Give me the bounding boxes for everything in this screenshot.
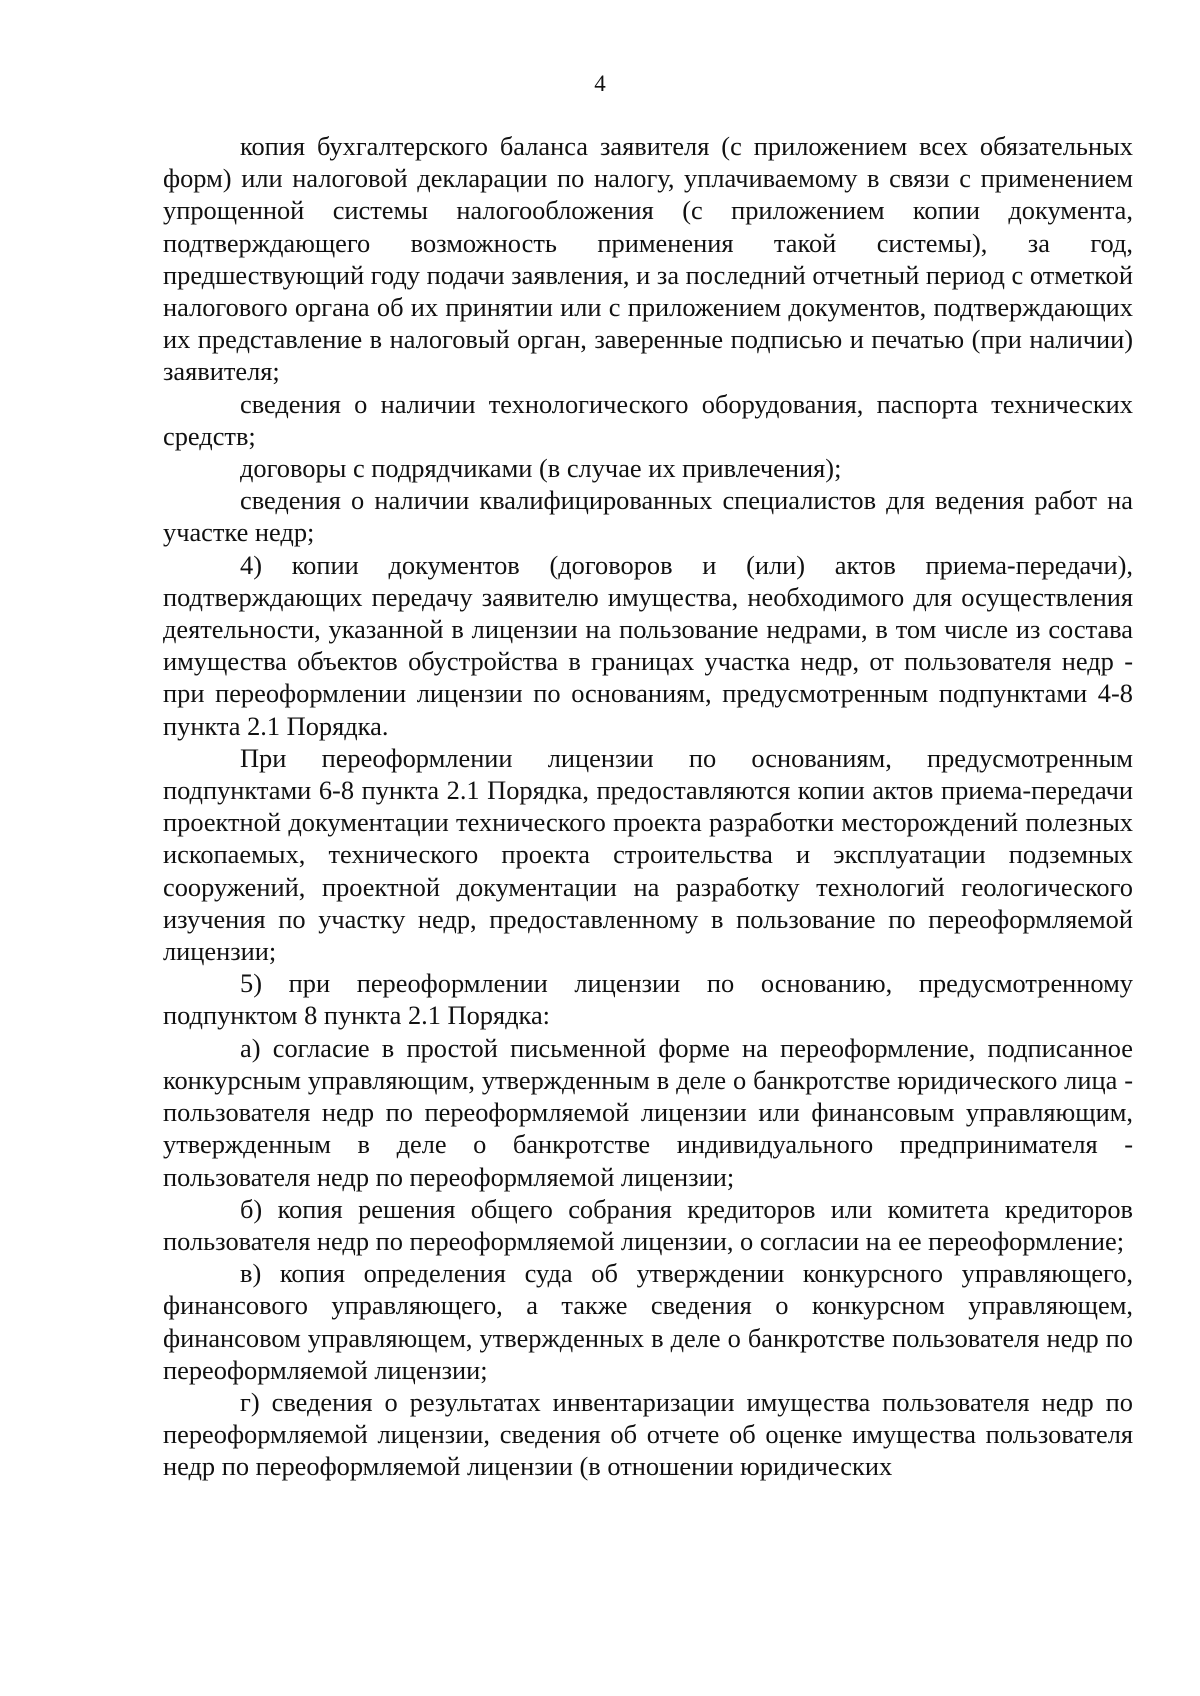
document-body: [163, 130, 1133, 1483]
paragraph-subitem-v: в) копия определения суда об утверждении конкурсного управляющего, финансового управляющего, а также сведения о конкурсном управляющем, финансовом управляющем, утвержденных в деле о банкротстве пользователя недр по переоформляемой лицензии;: [163, 1258, 1133, 1385]
paragraph-subitem-a: а) согласие в простой письменной форме на переоформление, подписанное конкурсным управляющим, утвержденным в деле о банкротстве юридического лица - пользователя недр по переоформляемой лицензии или финансовым управляющим, утвержденным в деле о банкротстве индивидуального предпринимателя - пользователя недр по переоформляемой лицензии;: [163, 1032, 1133, 1192]
paragraph-item-4: 4) копии документов (договоров и (или) актов приема-передачи), подтверждающих передачу заявителю имущества, необходимого для осуществления деятельности, указанной в лицензии на пользование недрами, в том числе из состава имущества объектов обустройства в границах участка недр, от пользователя недр - при переоформлении лицензии по основаниям, предусмотренным подпунктами 4-8 пункта 2.1 Порядка.: [163, 549, 1133, 741]
paragraph-subitem-g: г) сведения о результатах инвентаризации имущества пользователя недр по переоформляемой лицензии, сведения об отчете об оценке имущества пользователя недр по переоформляемой лицензии (в отношении юридических: [163, 1386, 1133, 1482]
paragraph-contractors: договоры с подрядчиками (в случае их привлечения);: [240, 453, 842, 484]
paragraph-balance-copy: копия бухгалтерского баланса заявителя (с приложением всех обязательных форм) или налоговой декларации по налогу, уплачиваемому в связи с применением упрощенной системы налогообложения (с приложением копии документа, подтверждающего возможность применения такой системы), за год, предшествующий году подачи заявления, и за последний отчетный период с отметкой налогового органа об их принятии или с приложением документов, подтверждающих их представление в налоговый орган, заверенные подписью и печатью (при наличии) заявителя;: [163, 131, 1133, 387]
page-number: 4: [594, 71, 606, 96]
paragraph-item-5: 5) при переоформлении лицензии по основанию, предусмотренному подпунктом 8 пункта 2.1 Порядка:: [163, 968, 1133, 1031]
paragraph-specialists: сведения о наличии квалифицированных специалистов для ведения работ на участке недр;: [163, 485, 1133, 548]
paragraph-subitem-b: б) копия решения общего собрания кредиторов или комитета кредиторов пользователя недр по переоформляемой лицензии, о согласии на ее переоформление;: [163, 1193, 1133, 1256]
paragraph-reissue-6-8: При переоформлении лицензии по основаниям, предусмотренным подпунктами 6-8 пункта 2.1 Порядка, предоставляются копии актов приема-передачи проектной документации технического проекта разработки месторождений полезных ископаемых, технического проекта строительства и эксплуатации подземных сооружений, проектной документации на разработку технологий геологического изучения по участку недр, предоставленному в пользование по переоформляемой лицензии;: [163, 742, 1133, 967]
paragraph-equipment-info: сведения о наличии технологического оборудования, паспорта технических средств;: [163, 388, 1133, 451]
